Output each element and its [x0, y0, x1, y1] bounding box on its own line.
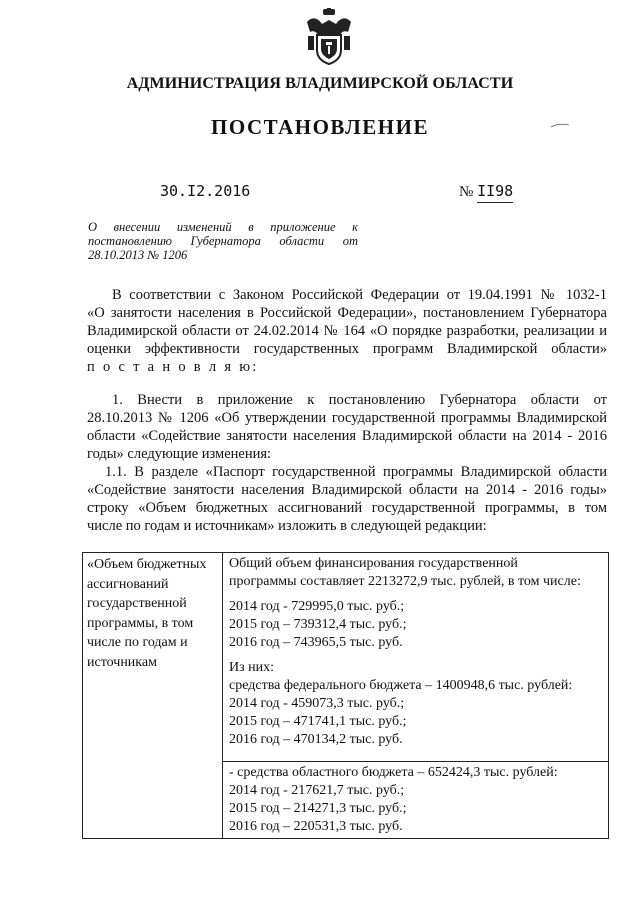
regional-budget-block: [229, 764, 604, 836]
table-total-cell: [223, 553, 609, 762]
text-line: 2016 год – 743965,5 тыс. руб.: [229, 635, 403, 650]
item-1-1-line: 1.1. В разделе «Паспорт государственной программы Владимирской области: [105, 464, 607, 480]
federal-budget-block: [229, 659, 604, 749]
text-line: Общий объем финансирования государственной: [229, 556, 518, 571]
item-1-line: годы» следующие изменения:: [87, 446, 272, 462]
text-line: 2016 год – 470134,2 тыс. руб.: [229, 732, 403, 747]
table-row-label-cell: [83, 553, 223, 839]
total-financing-block: [229, 555, 604, 591]
text-line: 2014 год - 217621,7 тыс. руб.;: [229, 783, 405, 798]
item-1-line: 28.10.2013 № 1206 «Об утверждении государственной программы Владимирской: [87, 410, 607, 426]
label-line: источникам: [87, 654, 157, 670]
text-line: 2015 год – 471741,1 тыс. руб.;: [229, 714, 407, 729]
text-line: - средства областного бюджета – 652424,3 тыс. рублей:: [229, 765, 558, 780]
text-line: программы составляет 2213272,9 тыс. рублей, в том числе:: [229, 574, 581, 589]
item-1-paragraph: [87, 391, 607, 463]
subject-line: постановлению Губернатора области от: [88, 234, 358, 248]
document-number: [459, 182, 513, 201]
years-total-block: [229, 598, 604, 652]
preamble-paragraph: [87, 286, 607, 376]
number-value: II98: [477, 182, 513, 203]
table-regional-cell: [223, 762, 609, 839]
subject-line: О внесении изменений в приложение к: [88, 220, 358, 234]
document-type-title: ПОСТАНОВЛЕНИЕ: [211, 115, 429, 139]
document-date: 30.I2.2016: [160, 182, 251, 200]
coat-of-arms-emblem: [304, 8, 354, 66]
item-1-1-paragraph: [87, 463, 607, 535]
label-line: государственной: [87, 596, 187, 611]
text-line: 2015 год – 214271,3 тыс. руб.;: [229, 801, 407, 816]
resolve-word: п о с т а н о в л я ю:: [87, 359, 259, 375]
preamble-line: «О занятости населения в Российской Федерации», постановлением Губернатора: [87, 305, 607, 321]
text-line: средства федерального бюджета – 1400948,6 тыс. рублей:: [229, 678, 573, 693]
preamble-line: В соответствии с Законом Российской Федерации от 19.04.1991 № 1032-1: [112, 287, 607, 303]
label-line: «Объем бюджетных: [87, 557, 207, 572]
item-1-1-line: строку «Объем бюджетных ассигнований государственной программы, в том: [87, 500, 607, 516]
item-1-1-line: числе по годам и источникам» изложить в следующей редакции:: [87, 518, 487, 534]
item-1-line: области «Содействие занятости населения Владимирской области на 2014 - 2016: [87, 428, 607, 444]
preamble-line: оценки эффективности государственных программ Владимирской области»: [87, 341, 607, 357]
pen-mark: [550, 122, 570, 130]
organization-name: АДМИНИСТРАЦИЯ ВЛАДИМИРСКОЙ ОБЛАСТИ: [126, 75, 514, 92]
text-line: 2014 год - 729995,0 тыс. руб.;: [229, 599, 405, 614]
subject-line: 28.10.2013 № 1206: [88, 248, 188, 262]
number-sign: №: [459, 184, 474, 200]
label-line: программы, в том: [87, 615, 194, 631]
label-line: числе по годам и: [87, 635, 188, 650]
text-line: 2015 год – 739312,4 тыс. руб.;: [229, 617, 407, 632]
text-line: 2014 год - 459073,3 тыс. руб.;: [229, 696, 405, 711]
budget-table: [82, 552, 609, 839]
document-subject: [88, 220, 358, 262]
text-line: Из них:: [229, 660, 275, 675]
text-line: 2016 год – 220531,3 тыс. руб.: [229, 819, 403, 834]
preamble-line: Владимирской области от 24.02.2014 № 164 «О порядке разработки, реализации и: [87, 323, 607, 339]
item-1-1-line: «Содействие занятости населения Владимирской области на 2014 - 2016 годы»: [87, 482, 607, 498]
label-line: ассигнований: [87, 576, 169, 592]
item-1-line: 1. Внести в приложение к постановлению Губернатора области от: [112, 392, 607, 408]
